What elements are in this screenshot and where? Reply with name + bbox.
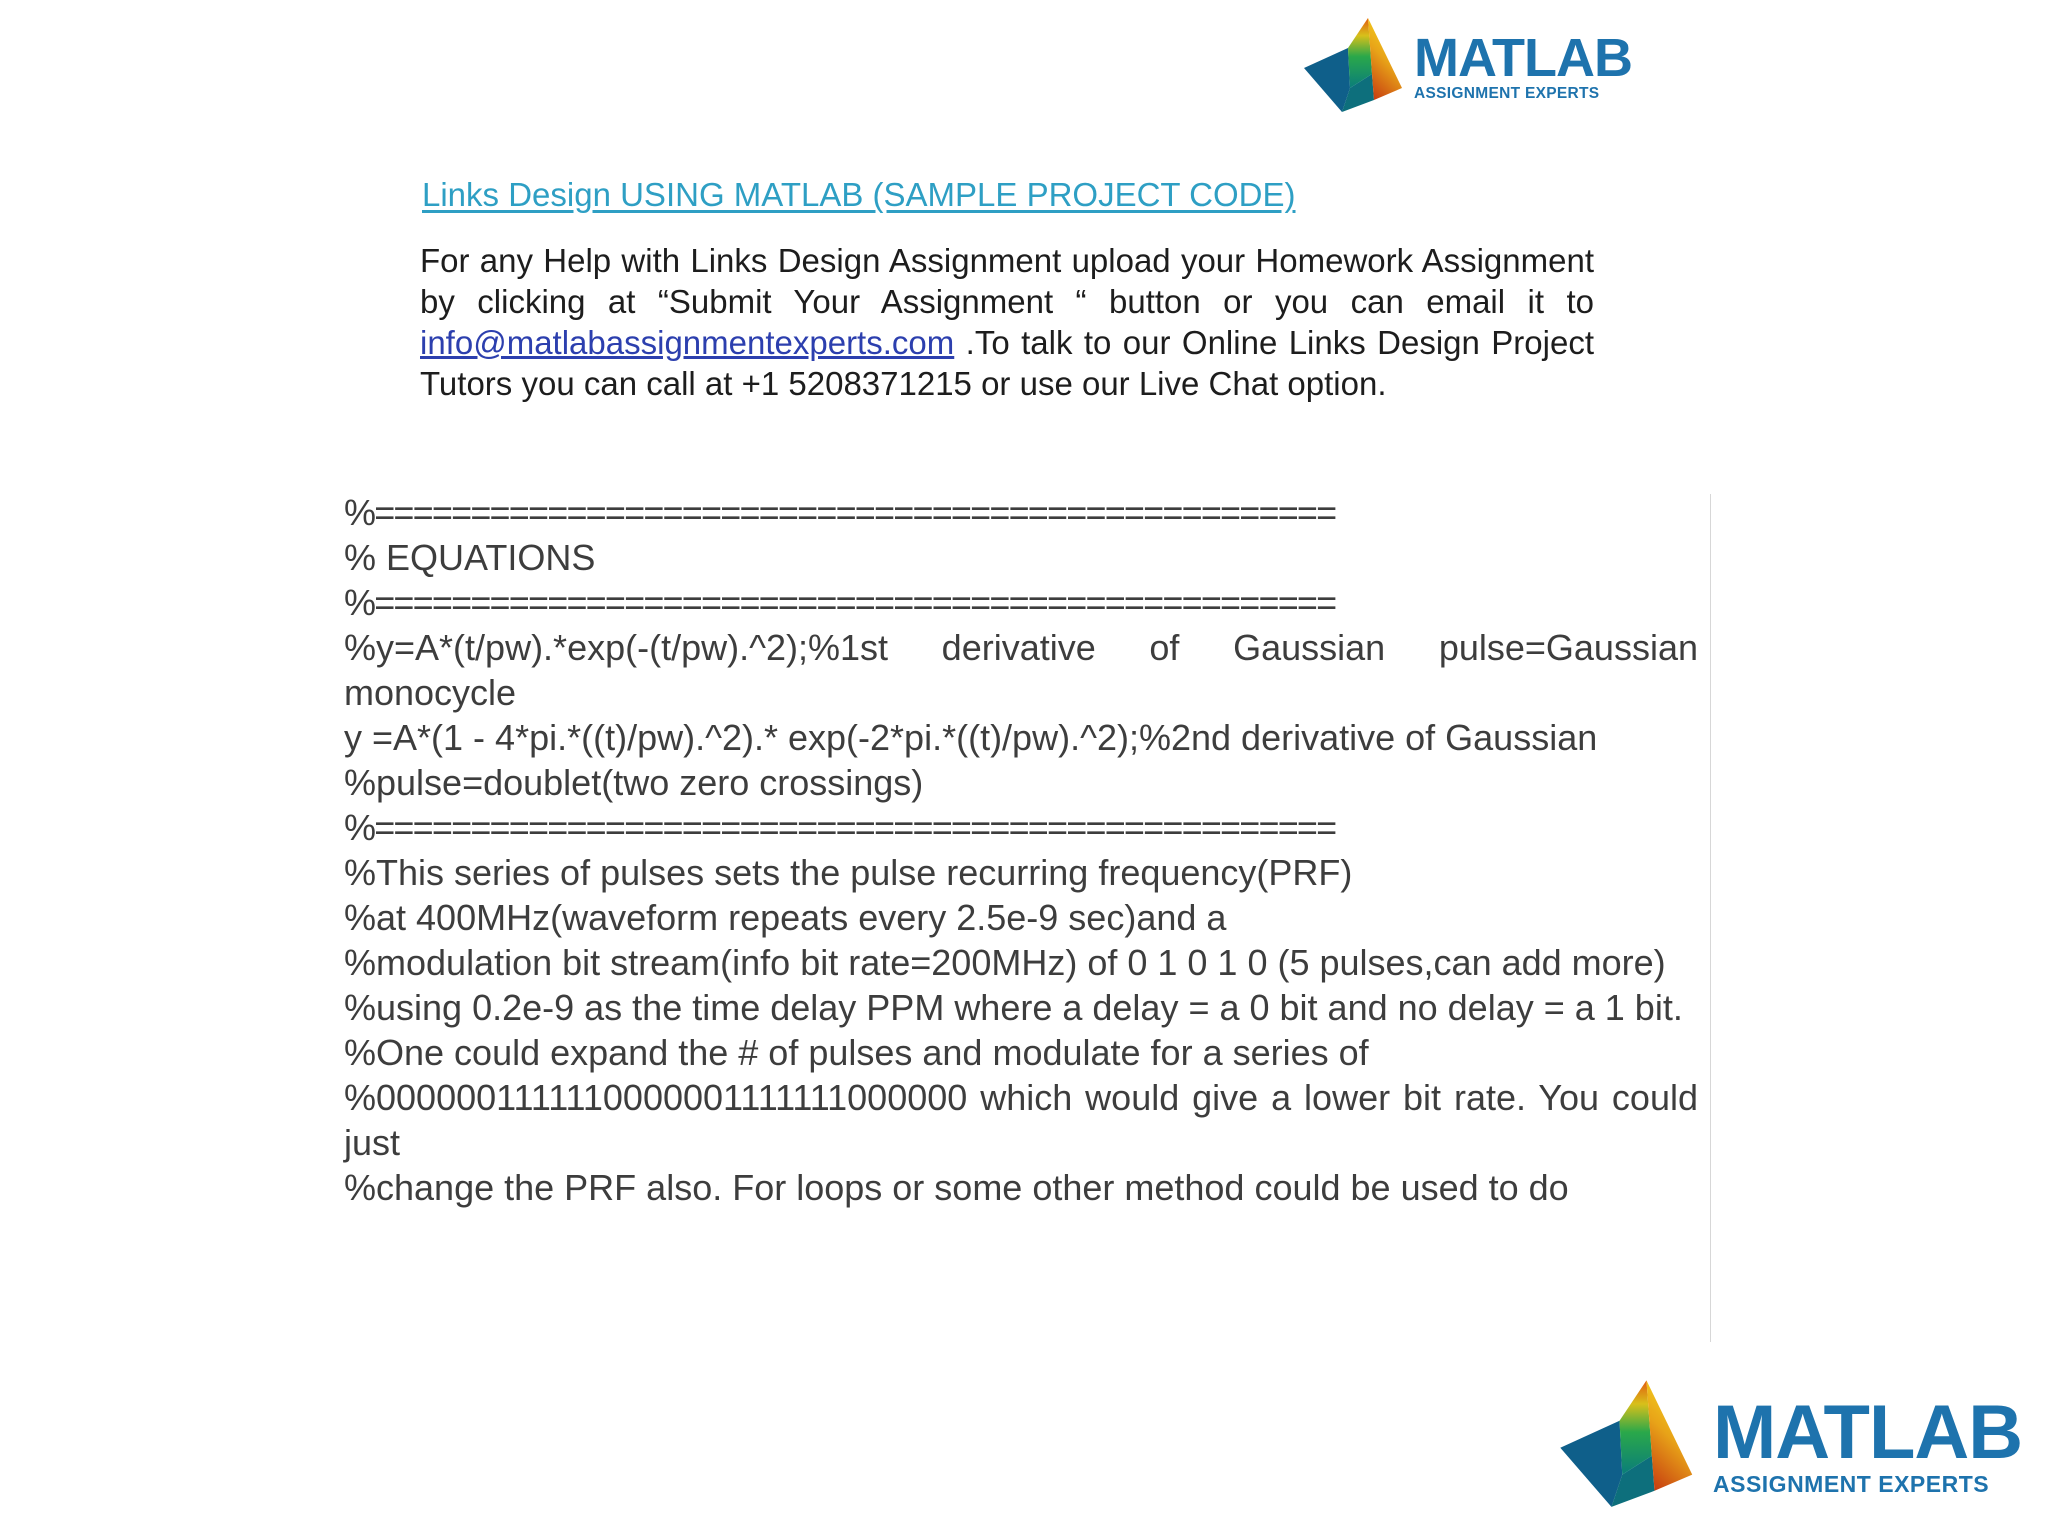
code-line: %================================================== xyxy=(344,582,1336,623)
code-line: %pulse=doublet(two zero crossings) xyxy=(344,762,924,803)
logo-bottom xyxy=(1553,1375,2023,1515)
logo-top-word: MATLAB xyxy=(1414,27,1632,88)
code-line: %================================================== xyxy=(344,492,1336,533)
logo-bottom-subtitle: ASSIGNMENT EXPERTS xyxy=(1713,1470,1990,1497)
code-line: %================================================== xyxy=(344,807,1336,848)
email-link[interactable]: info@matlabassignmentexperts.com xyxy=(420,324,955,361)
matlab-membrane-icon xyxy=(1553,1375,1713,1515)
code-line: y =A*(1 - 4*pi.*((t)/pw).^2).* exp(-2*pi.*((t)/pw).^2);%2nd derivative of Gaussian xyxy=(344,717,1598,758)
logo-bottom-word: MATLAB xyxy=(1713,1389,2023,1475)
code-line: %using 0.2e-9 as the time delay PPM where a delay = a 0 bit and no delay = a 1 bit. xyxy=(344,987,1683,1028)
code-line: %modulation bit stream(info bit rate=200MHz) of 0 1 0 1 0 (5 pulses,can add more) xyxy=(344,942,1666,983)
intro-paragraph xyxy=(420,240,1594,404)
intro-text-part2: .To talk to our Online Links Design Project Tutors you can call at +1 5208371215 or use our Live Chat option. xyxy=(420,324,1594,402)
code-line: %y=A*(t/pw).*exp(-(t/pw).^2);%1st derivative of Gaussian pulse=Gaussian monocycle xyxy=(344,627,1698,713)
code-line: %This series of pulses sets the pulse recurring frequency(PRF) xyxy=(344,852,1353,893)
code-line: %One could expand the # of pulses and modulate for a series of xyxy=(344,1032,1369,1073)
code-line: %0000001111110000001111111000000 which would give a lower bit rate. You could just xyxy=(344,1077,1698,1163)
code-line: %at 400MHz(waveform repeats every 2.5e-9 sec)and a xyxy=(344,897,1227,938)
intro-text-part1: For any Help with Links Design Assignment upload your Homework Assignment by clicking at “Submit Your Assignment “ button or you can email it to xyxy=(420,242,1594,320)
page-title-link[interactable]: Links Design USING MATLAB (SAMPLE PROJECT CODE) xyxy=(422,176,1296,213)
code-line: %change the PRF also. For loops or some other method could be used to do xyxy=(344,1167,1569,1208)
code-block xyxy=(344,490,1698,1210)
logo-top-subtitle: ASSIGNMENT EXPERTS xyxy=(1414,84,1600,102)
logo-top xyxy=(1302,14,1632,118)
code-line: % EQUATIONS xyxy=(344,537,596,578)
matlab-membrane-icon xyxy=(1302,14,1414,118)
